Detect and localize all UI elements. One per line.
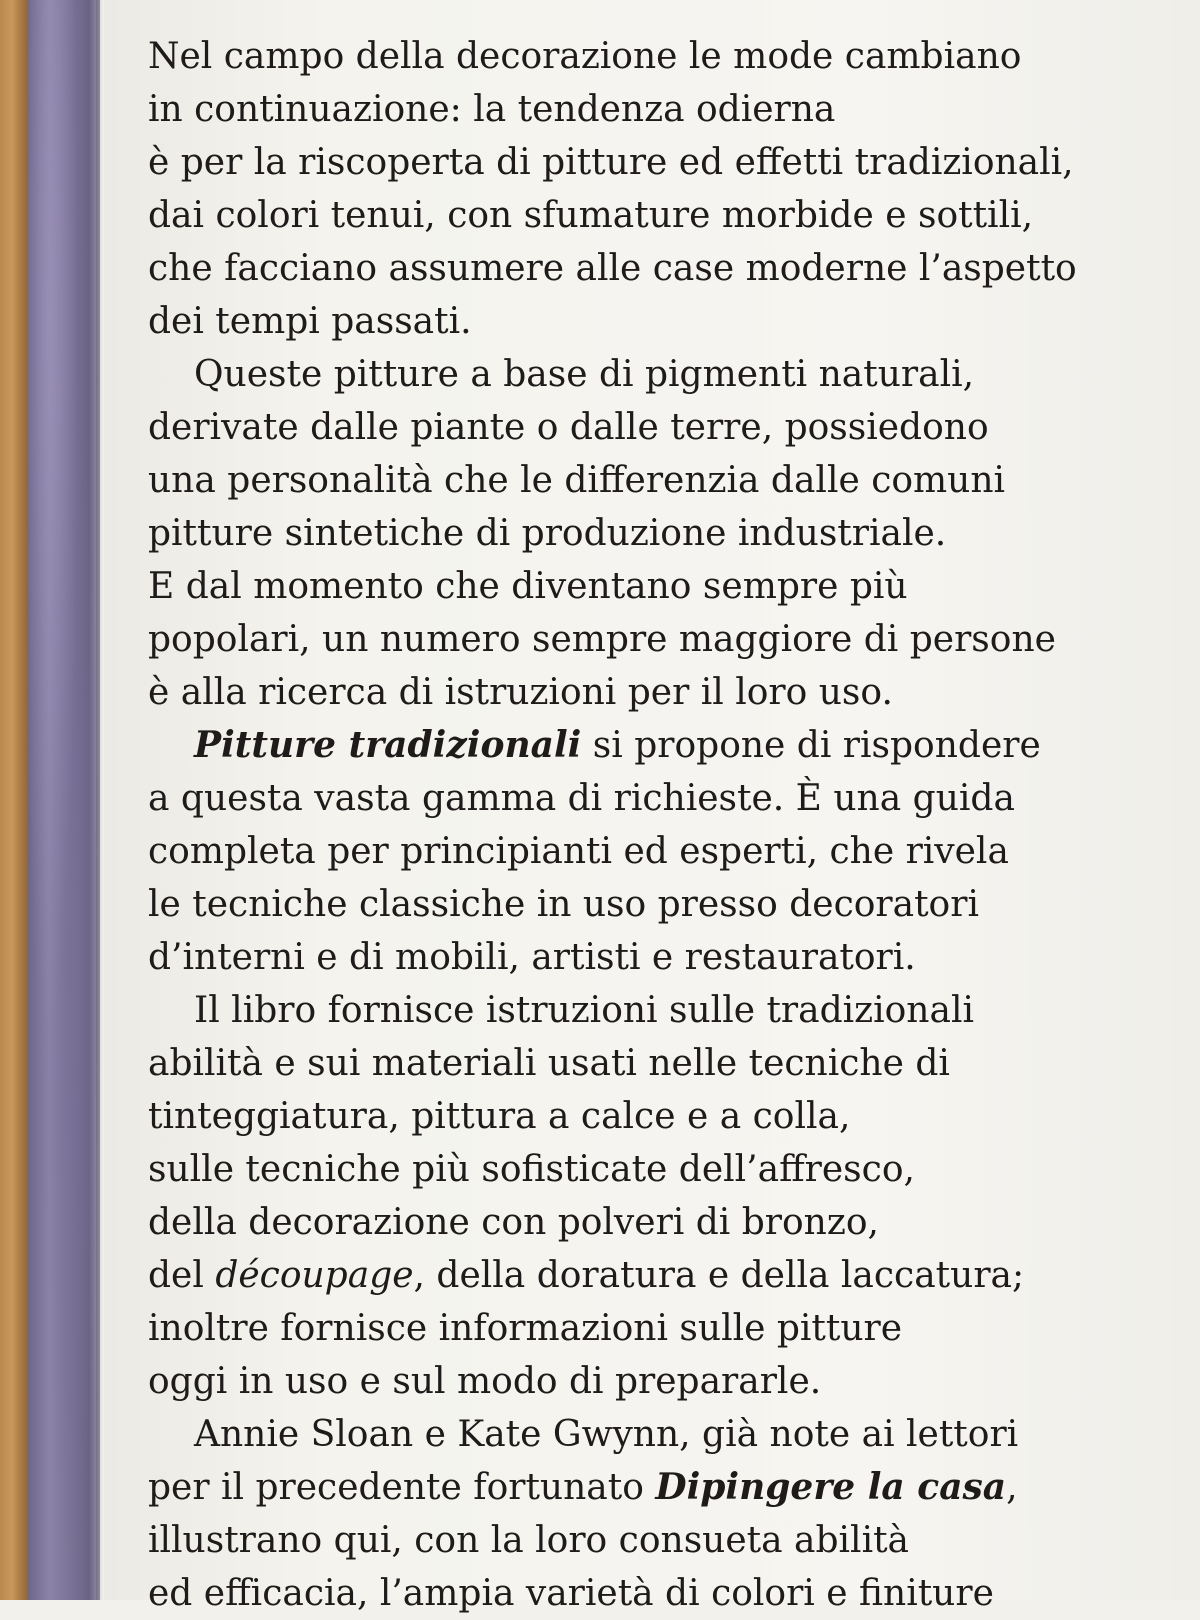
text-line: dei tempi passati. [148, 301, 472, 342]
text-line: Queste pitture a base di pigmenti naturali, [194, 354, 975, 395]
text-line: completa per principianti ed esperti, che rivela [148, 831, 1009, 872]
text-line: Nel campo della decorazione le mode cambiano [148, 36, 1022, 77]
italic-word-decoupage: découpage [215, 1255, 414, 1296]
text-line: derivate dalle piante o dalle terre, possiedono [148, 407, 989, 448]
text-line: popolari, un numero sempre maggiore di persone [148, 619, 1056, 660]
text-line: tinteggiatura, pittura a calce e a colla, [148, 1096, 851, 1137]
text-line: d’interni e di mobili, artisti e restauratori. [148, 937, 916, 978]
text-segment: , della doratura e della laccatura; [413, 1255, 1025, 1296]
text-line: oggi in uso e sul modo di prepararle. [148, 1361, 822, 1402]
text-segment: si propone di rispondere [581, 725, 1041, 766]
paragraph-4 [148, 984, 1148, 1408]
text-line: Il libro fornisce istruzioni sulle tradizionali [194, 990, 974, 1031]
text-line: a questa vasta gamma di richieste. È una guida [148, 778, 1015, 819]
text-line: è per la riscoperta di pitture ed effetti tradizionali, [148, 142, 1074, 183]
paragraph-1 [148, 30, 1148, 348]
text-line: ed efficacia, l’ampia varietà di colori e finiture [148, 1573, 994, 1614]
paragraph-5 [148, 1408, 1148, 1620]
blurb-text [148, 30, 1148, 1620]
text-line: è alla ricerca di istruzioni per il loro uso. [148, 672, 893, 713]
text-line: Annie Sloan e Kate Gwynn, già note ai lettori [194, 1414, 1019, 1455]
text-line: inoltre fornisce informazioni sulle pitture [148, 1308, 903, 1349]
book-title-dipingere-la-casa: Dipingere la casa [655, 1466, 1007, 1508]
text-segment: per il precedente fortunato [148, 1467, 656, 1508]
text-line: E dal momento che diventano sempre più [148, 566, 908, 607]
paragraph-2 [148, 348, 1148, 719]
text-line: della decorazione con polveri di bronzo, [148, 1202, 879, 1243]
text-line: sulle tecniche più sofisticate dell’affresco, [148, 1149, 915, 1190]
book-spine [28, 0, 100, 1600]
text-line: abilità e sui materiali usati nelle tecniche di [148, 1043, 950, 1084]
text-line [148, 719, 1148, 772]
paragraph-3 [148, 719, 1148, 984]
text-line [148, 1249, 1148, 1302]
text-segment: del [148, 1255, 216, 1296]
text-line: una personalità che le differenzia dalle comuni [148, 460, 1006, 501]
text-segment: , [1006, 1467, 1018, 1508]
book-title-pitture-tradizionali: Pitture tradizionali [194, 724, 582, 766]
spine-shadow [96, 0, 104, 1600]
text-line: dai colori tenui, con sfumature morbide e sottili, [148, 195, 1034, 236]
text-line: che facciano assumere alle case moderne l’aspetto [148, 248, 1077, 289]
text-line: pitture sintetiche di produzione industriale. [148, 513, 947, 554]
text-line: in continuazione: la tendenza odierna [148, 89, 836, 130]
text-line: le tecniche classiche in uso presso decoratori [148, 884, 979, 925]
text-line [148, 1461, 1148, 1514]
text-line: illustrano qui, con la loro consueta abilità [148, 1520, 910, 1561]
wooden-surface [0, 0, 30, 1600]
